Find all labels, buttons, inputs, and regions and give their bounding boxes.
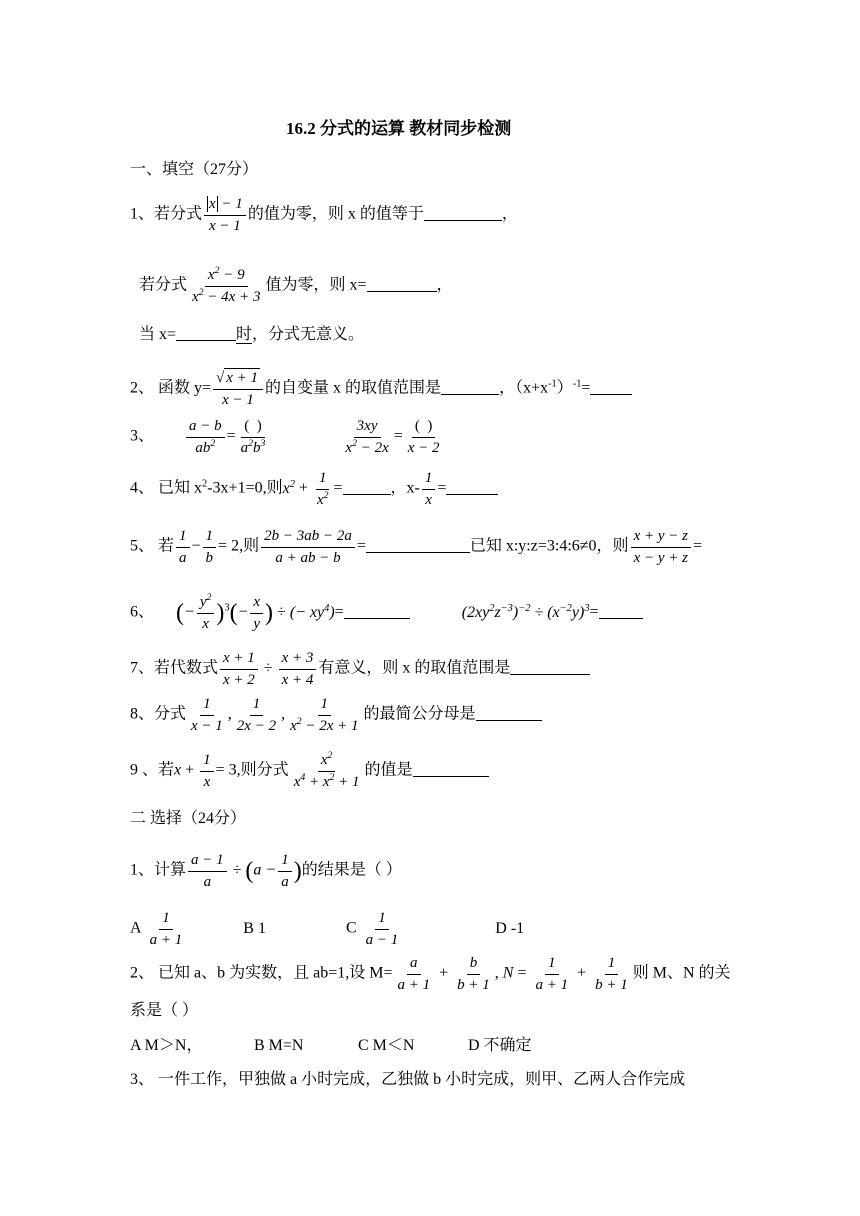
c1-suffix: 的结果是（ ） — [301, 861, 402, 879]
fraction-a-minus-1-over-a: $\frac{a - 1}{a}$ — [188, 852, 227, 890]
q2-mid: ，（x+x — [499, 379, 549, 397]
question-1-part-3 — [139, 327, 364, 343]
choice-question-2-line-2: 系是（ ） — [130, 1002, 199, 1019]
question-4: 4、 已知 $x^2-3x+1=0$,则$x^2$ + $\frac{1}{x^2}$ = ，x- $\frac{1}{x}$ = — [130, 470, 498, 508]
q1-line3-prefix: 当 x= — [139, 326, 177, 343]
fraction-x1-over-x2: $\frac{x + 1}{x + 2}$ — [220, 650, 258, 688]
answer-blank[interactable] — [476, 704, 542, 720]
q2-prefix: 2、 函数 y= — [130, 379, 212, 397]
fraction-2b-3ab-2a: $\frac{2b - 3ab - 2a}{a + ab - b}$ — [261, 528, 355, 566]
answer-blank[interactable] — [366, 536, 470, 552]
q2-suffix: 的自变量 x 的取值范围是 — [265, 379, 442, 397]
choice-1-options — [130, 910, 524, 948]
fraction-b-over-b-plus-1: $\frac{b}{b + 1}$ — [457, 955, 490, 993]
fraction-x3-over-x4: $\frac{x + 3}{x + 4}$ — [279, 650, 317, 688]
option-c[interactable]: C $\frac{1}{a - 1}$ — [346, 910, 403, 948]
q1-suffix: 的值为零，则 x 的值等于 — [247, 205, 424, 223]
fraction-1-over-2x-minus-2: $\frac{1}{2x - 2}$ — [236, 696, 277, 734]
q4-prefix: 4、 已知 x — [130, 479, 203, 497]
fraction-1-over-x-minus-1: $\frac{1}{x - 1}$ — [191, 696, 223, 734]
question-2 — [130, 370, 632, 408]
q2-mid3: = — [581, 379, 591, 397]
answer-blank[interactable] — [424, 204, 502, 220]
answer-blank[interactable] — [446, 478, 498, 494]
q1-line2-prefix: 若分式 — [139, 276, 188, 294]
fraction-a-over-a-plus-1: $\frac{a}{a + 1}$ — [397, 955, 431, 993]
option-c[interactable]: C M＜N — [358, 1037, 415, 1054]
fraction-1-over-a: $\frac{1}{a}$ — [176, 528, 190, 566]
c1-prefix: 1、计算 — [130, 861, 187, 879]
q7-prefix: 7、若代数式 — [130, 659, 219, 677]
fraction-1-over-a: $\frac{1}{a}$ — [278, 852, 292, 890]
q9-prefix: 9 、若 — [130, 761, 175, 779]
fraction-1-over-a-plus-1: $\frac{1}{a + 1}$ — [149, 910, 183, 948]
q9-mid: = 3,则分式 — [215, 761, 289, 779]
q4-mid: -3x+1=0,则 — [207, 479, 283, 497]
section-fill-in-header: 一、填空（27分） — [130, 161, 259, 178]
answer-blank[interactable] — [510, 658, 590, 674]
answer-blank[interactable] — [344, 602, 410, 618]
q5-mid2: 已知 x:y:z=3:4:6≠0，则 — [469, 537, 629, 555]
q7-suffix: 有意义，则 x 的取值范围是 — [318, 659, 511, 677]
answer-blank[interactable] — [413, 760, 489, 776]
page-title: 16.2 分式的运算 教材同步检测 — [286, 119, 512, 138]
question-1-part-2 — [139, 267, 453, 305]
answer-blank[interactable] — [176, 340, 236, 341]
fraction-x2-minus-9: $\frac{x^2 - 9}{x^2 - 4x + 3}$ — [192, 265, 261, 305]
c2-suffix: 则 M、N 的关 — [632, 964, 731, 982]
question-8: 8、分式 $\frac{1}{x - 1}$ , $\frac{1}{2x - 2}$ , $\frac{1}{x^2 - 2x + 1}$ 的最简公分母是 — [130, 696, 542, 734]
choice-question-2: 2、 已知 a、b 为实数，且 ab=1,设 M= $\frac{a}{a + 1}$ + $\frac{b}{b + 1}$ , N = $\frac{1}{a + 1}$ + $\frac{1}{b + 1}$ 则 M、N 的关 — [130, 955, 731, 993]
fraction-1-over-a-minus-1: $\frac{1}{a - 1}$ — [365, 910, 399, 948]
answer-blank[interactable] — [441, 378, 499, 394]
q4-mid3: = — [437, 479, 447, 497]
fraction-1-over-x: $\frac{1}{x}$ — [422, 470, 436, 508]
q8-suffix: 的最简公分母是 — [363, 705, 476, 723]
fraction-y2-over-x: $\frac{y^2}{x}$ — [197, 594, 215, 632]
fraction-3xy: $\frac{3xy}{x^2 - 2x}$ — [345, 418, 389, 456]
fraction-x-over-y: $\frac{x}{y}$ — [250, 594, 263, 632]
answer-blank[interactable] — [590, 378, 632, 394]
choice-question-3: 3、 一件工作，甲独做 a 小时完成，乙独做 b 小时完成，则甲、乙两人合作完成 — [130, 1071, 686, 1088]
fraction-1-over-b: $\frac{1}{b}$ — [203, 528, 217, 566]
q3-prefix: 3、 — [130, 427, 155, 445]
fraction-1-over-b-plus-1: $\frac{1}{b + 1}$ — [595, 955, 628, 993]
fraction-1-over-x: $\frac{1}{x}$ — [200, 752, 214, 790]
fraction-1-over-x2-2x-1: $\frac{1}{x^2 - 2x + 1}$ — [290, 696, 359, 734]
c2-prefix: 2、 已知 a、b 为实数，且 ab=1,设 M= — [130, 964, 393, 982]
fraction-blank-x-minus-2: $\frac{( )}{x - 2}$ — [407, 418, 440, 456]
section-choice-header: 二 选择（24分） — [130, 810, 247, 827]
q5-prefix: 5、 若 — [130, 537, 175, 555]
q1-line3-suffix: ，分式无意义。 — [252, 326, 365, 343]
answer-blank[interactable] — [599, 602, 643, 618]
q1-line2-suffix: 值为零，则 x= — [265, 276, 367, 294]
option-b[interactable]: B M=N — [254, 1037, 304, 1054]
option-d[interactable]: D -1 — [495, 919, 525, 937]
question-3: 3、 $\frac{a - b}{ab^2}$ = $\frac{( )}{a^2b^3}$ $\frac{3xy}{x^2 - 2x}$ = $\frac{( )}{x - 2}$ — [130, 418, 445, 456]
fraction-abs-x-minus-1: $\frac{x - 1}{x - 1}$ — [204, 196, 246, 234]
q4-mid2: ，x- — [390, 479, 420, 497]
option-b[interactable]: B 1 — [243, 919, 266, 937]
option-a[interactable]: A $\frac{1}{a + 1}$ — [130, 910, 187, 948]
q1-end: ， — [501, 205, 518, 223]
option-a[interactable]: A M＞N， — [130, 1037, 203, 1054]
fraction-1-over-a-plus-1: $\frac{1}{a + 1}$ — [535, 955, 569, 993]
option-d[interactable]: D 不确定 — [468, 1037, 532, 1054]
q8-prefix: 8、分式 — [130, 705, 187, 723]
q9-suffix: 的值是 — [364, 761, 413, 779]
fraction-a-minus-b: $\frac{a - b}{ab^2}$ — [186, 418, 225, 456]
q1-prefix: 1、若分式 — [130, 205, 203, 223]
fraction-xyz: $\frac{x + y - z}{x - y + z}$ — [631, 528, 691, 566]
q2-sup1: -1 — [548, 378, 557, 390]
answer-blank[interactable] — [343, 478, 391, 494]
question-1 — [130, 196, 518, 234]
fraction-1-over-x2: $\frac{1}{x^2}$ — [316, 470, 329, 508]
fraction-sqrt-x-plus-1: $\frac{√ x + 1}{x - 1}$ — [213, 370, 263, 408]
question-6: 6、 (− $\frac{y^2}{x}$ )$^3$(− $\frac{x}{y}$ ) ÷ (− $xy^4)= (2xy^2z^{-3})^{-2} \div (x^{-2}y)^3=$ — [130, 594, 643, 632]
q2-mid2: ） — [556, 379, 573, 397]
q1-line3-mid: 时 — [236, 326, 253, 343]
q2-sup2: -1 — [572, 378, 582, 390]
q1-line2-end: ， — [436, 276, 453, 294]
q6-prefix: 6、 — [130, 603, 155, 621]
choice-2-options — [130, 1038, 532, 1054]
choice-question-1: 1、计算 $\frac{a - 1}{a}$ ÷ (a − $\frac{1}{a}$ )的结果是（ ） — [130, 852, 402, 890]
question-7: 7、若代数式 $\frac{x + 1}{x + 2}$ ÷ $\frac{x + 3}{x + 4}$ 有意义，则 x 的取值范围是 — [130, 650, 590, 688]
answer-blank[interactable] — [367, 275, 437, 291]
q5-mid: = 2,则 — [218, 537, 260, 555]
fraction-x2-over-x4-x2-1: $\frac{x^2}{x^4 + x^2 + 1}$ — [293, 750, 360, 790]
question-9: 9 、若x + $\frac{1}{x}$ = 3,则分式 $\frac{x^2}{x^4 + x^2 + 1}$ 的值是 — [130, 752, 489, 790]
question-5: 5、 若 $\frac{1}{a}$ − $\frac{1}{b}$ = 2,则 $\frac{2b - 3ab - 2a}{a + ab - b}$ = 已知 x:y:z=3:4:6≠0，则 $\frac{x + y - z}{x - y + z}$ = — [130, 528, 702, 566]
fraction-blank-a2b3: $\frac{( )}{a^2b^3}$ — [240, 418, 266, 456]
